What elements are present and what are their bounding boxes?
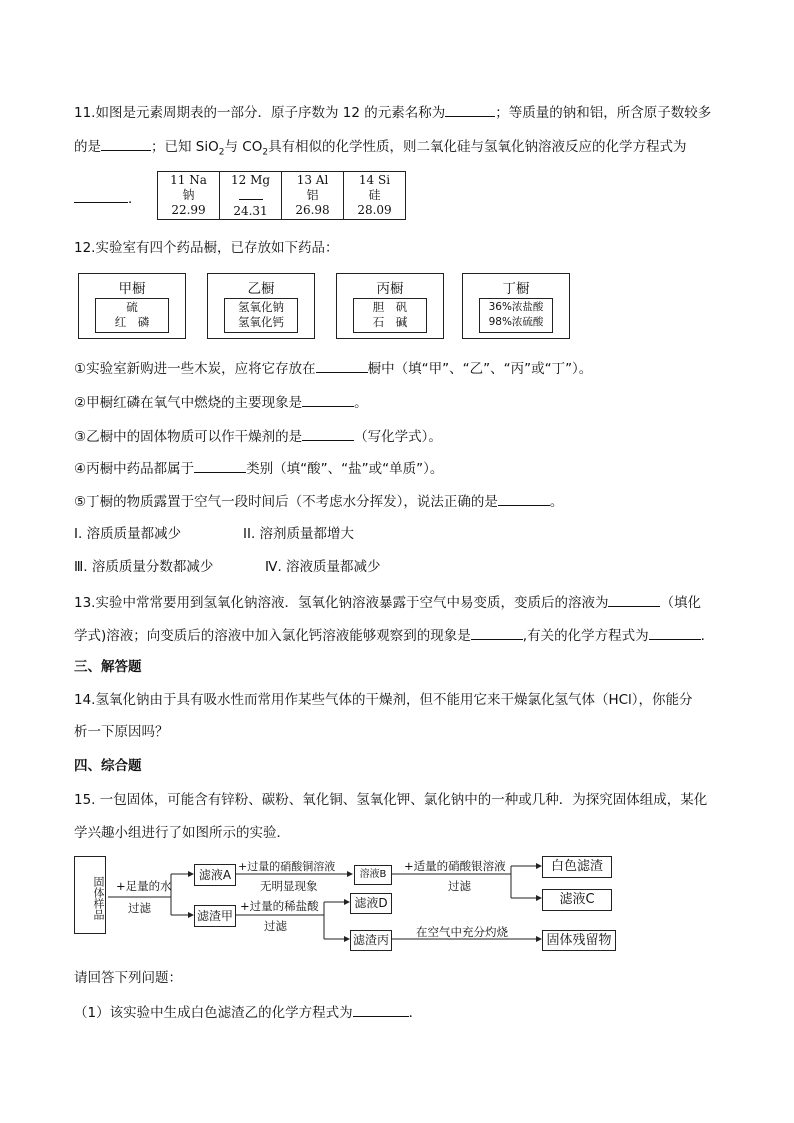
answer-blank[interactable] (316, 358, 368, 373)
answer-blank[interactable] (194, 458, 246, 473)
cabinet-ding: 丁橱 36%浓盐酸 98%浓硫酸 (462, 273, 570, 339)
answer-blank[interactable] (101, 136, 151, 151)
section-heading: 三、解答题 (74, 659, 142, 675)
q15-sub1: （1）该实验中生成白色滤渣乙的化学方程式为 ． (74, 1002, 422, 1023)
residue-jia-box: 滤渣甲 (194, 905, 236, 927)
q12-option-4: Ⅳ. 溶液质量都减少 (265, 559, 381, 575)
q12-option-2: II. 溶剂质量都增大 (243, 526, 355, 542)
filtrate-a-box: 滤液A (194, 864, 236, 886)
operation-label: 在空气中充分灼烧 (416, 925, 508, 939)
element-cell: 12 Mg 24.31 (220, 172, 282, 220)
reagent-label: +过量的稀盐酸 (240, 899, 319, 913)
filtrate-d-box: 滤液D (350, 893, 392, 914)
q12-s1: ①实验室新购进一些木炭，应将它存放在 橱中（填“甲”、“乙”、“丙”或“丁”）。 (74, 358, 592, 379)
q12-intro: 12.实验室有四个药品橱，已存放如下药品： (74, 240, 339, 256)
q11-line1: 11.如图是元素周期表的一部分．原子序数为 12 的元素名称为 ；等质量的钠和铝，所含原子数较多 (74, 102, 711, 123)
q11-line3: ． (74, 188, 142, 209)
answer-blank[interactable] (302, 426, 354, 441)
answer-blank[interactable] (649, 625, 701, 640)
q11-line2: 的是 ；已知 SiO$_2$与 $CO_2$具有相似的化学性质，则二氧化硅与氢氧化钠溶液反应的化学方程式为 (74, 136, 687, 163)
q14-line1: 14.氢氧化钠由于具有吸水性而常用作某些气体的干燥剂，但不能用它来干燥氯化氢气体（HCl），你能分 (74, 692, 693, 708)
reagent-label: +适量的硝酸银溶液 (404, 859, 506, 873)
q12-option-3: Ⅲ. 溶质质量分数都减少 (74, 559, 214, 575)
element-name-blank[interactable] (239, 188, 263, 200)
q15-line2: 学兴趣小组进行了如图所示的实验． (74, 825, 290, 841)
answer-blank[interactable] (302, 392, 354, 407)
filtrate-c-box: 滤液C (542, 889, 612, 911)
q12-s4: ④丙橱中药品都属于 类别（填“酸”、“盐”或“单质”）。 (74, 458, 443, 479)
operation-label: 过滤 (128, 901, 151, 915)
q12-s2: ②甲橱红磷在氧气中燃烧的主要现象是 。 (74, 392, 368, 413)
final-residue-box: 固体残留物 (542, 930, 616, 951)
element-cell: 14 Si 硅 28.09 (344, 172, 406, 220)
white-residue-box: 白色滤渣 (542, 856, 612, 878)
answer-blank[interactable] (498, 491, 550, 506)
filtrate-b-box: 溶液B (354, 865, 392, 885)
q13-line1: 13.实验中常常要用到氢氧化钠溶液．氢氧化钠溶液暴露于空气中易变质，变质后的溶液为 （填化 (74, 592, 701, 613)
answer-blank[interactable] (471, 625, 523, 640)
answer-blank[interactable] (445, 102, 495, 117)
cabinet-contents: 氢氧化钠 氢氧化钙 (224, 298, 298, 333)
start-sample-box: 固体样品 (74, 856, 106, 934)
cabinet-contents: 硫 红 磷 (95, 298, 169, 333)
observation-label: 无明显现象 (260, 879, 318, 893)
operation-label: 过滤 (264, 919, 287, 933)
answer-blank[interactable] (608, 592, 660, 607)
answer-blank[interactable] (74, 188, 128, 203)
element-cell: 11 Na 钠 22.99 (158, 172, 220, 220)
experiment-flowchart (74, 852, 634, 954)
q15-ask: 请回答下列问题： (74, 970, 182, 986)
reagent-label: +足量的水 (116, 879, 172, 893)
q12-s5: ⑤丁橱的物质露置于空气一段时间后（不考虑水分挥发），说法正确的是 。 (74, 491, 563, 512)
q14-line2: 析一下原因吗？ (74, 724, 169, 740)
residue-bing-box: 滤渣丙 (350, 930, 392, 951)
q12-s3: ③乙橱中的固体物质可以作干燥剂的是 （写化学式）。 (74, 426, 442, 447)
cabinet-contents: 胆 矾 石 碱 (353, 298, 427, 333)
q15-line1: 15. 一包固体，可能含有锌粉、碳粉、氧化铜、氢氧化钾、氯化钠中的一种或几种．为探究固体组成，某化 (74, 792, 708, 808)
operation-label: 过滤 (448, 879, 471, 893)
cabinet-yi: 乙橱 氢氧化钠 氢氧化钙 (207, 273, 315, 339)
q13-line2: 学式)溶液；向变质后的溶液中加入氯化钙溶液能够观察到的现象是 ,有关的化学方程式为 . (74, 625, 705, 646)
section-heading: 四、综合题 (74, 758, 142, 774)
reagent-label: +过量的硝酸铜溶液 (238, 860, 336, 873)
element-cell: 13 Al 铝 26.98 (282, 172, 344, 220)
cabinet-contents: 36%浓盐酸 98%浓硫酸 (479, 298, 553, 333)
q12-option-1: I. 溶质质量都减少 (74, 526, 182, 542)
answer-blank[interactable] (353, 1002, 409, 1017)
cabinet-jia: 甲橱 硫 红 磷 (78, 273, 186, 339)
periodic-table (157, 171, 406, 220)
cabinet-bing: 丙橱 胆 矾 石 碱 (336, 273, 444, 339)
